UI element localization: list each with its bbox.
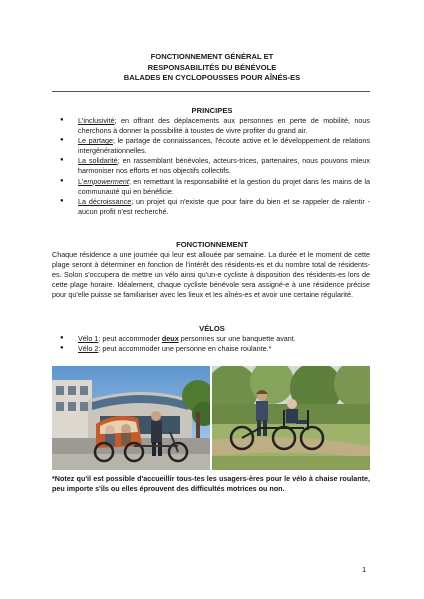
velo-text-post: personnes sur une banquette avant. — [178, 334, 296, 343]
title-line-1: FONCTIONNEMENT GÉNÉRAL ET — [150, 52, 274, 61]
header-divider — [52, 91, 370, 92]
principe-text: ; le partage de connaissances, l'écoute active et le développement de relations intergénérationnelles. — [78, 136, 370, 156]
velo-label: Vélo 1 — [78, 334, 99, 343]
principe-lead-emphasis: empowerment — [83, 176, 129, 186]
photo-velo-2-illustration — [212, 366, 370, 470]
principes-heading: PRINCIPES — [191, 106, 233, 115]
principe-text: ; en remettant la responsabilité et la gestion du projet dans les mains de la communauté qui en bénéficie. — [78, 176, 370, 196]
principe-lead: Le partage — [78, 136, 113, 146]
principe-text: ; en offrant des déplacements aux personnes en perte de mobilité, nous cherchons à donner la possibilité à toustes de vivre profiter du grand air. — [78, 116, 370, 135]
photo-velo-2 — [212, 366, 370, 470]
velos-heading: VÉLOS — [199, 324, 225, 333]
principe-item-decroissance — [52, 197, 370, 217]
principe-text: ; un projet qui n'existe que pour faire du bien et se rappeler de ralentir - aucun profit n'est recherché. — [78, 196, 370, 216]
principe-lead: L'inclusivité — [78, 116, 115, 125]
principe-text: ; en rassemblant bénévoles, acteurs-trices, partenaires, nous pouvons mieux harmoniser nos efforts et nos objectifs collectifs. — [78, 156, 370, 176]
principe-lead: La solidarité — [78, 156, 118, 166]
principe-item-solidarite — [52, 156, 370, 176]
fonctionnement-heading: FONCTIONNEMENT — [176, 240, 248, 249]
photo-velo-1 — [52, 366, 210, 470]
title-line-2: RESPONSABILITÉS DU BÉNÉVOLE — [147, 62, 277, 72]
velo-item-2 — [52, 344, 370, 354]
footnote-wheelchair: *Notez qu'il est possible d'accueillir tous-tes les usagers-ères pour le vélo à chaise roulante, peu importe s'ils ou elles éprouvent des difficultés motrices ou non. — [52, 474, 370, 493]
page-number: 1 — [362, 565, 367, 574]
fonctionnement-paragraph: Chaque résidence a une journée qui leur est allouée par semaine. La durée et le moment de cette plage seront à déterminer en fonction de l'intérêt des résidents-es et du nombre total de résidents-es. Solon s'occupera de mettre un vélo ainsi qu'un-e cycliste à disposition des résidents-es lors de cette plage horaire. Idéalement, chaque cycliste bénévole sera assigné-e à une résidence précise pour qu'elle puisse se familiariser avec les lieux et les aînés-es et avoir une certaine régularité. — [52, 250, 370, 299]
velo-text-pre: : peut accommoder une personne en chaise roulante.* — [98, 344, 272, 354]
principe-lead-wrap — [78, 177, 129, 186]
velo-text-emphasis: deux — [161, 334, 179, 343]
principe-lead: L' — [78, 176, 84, 186]
principe-item-empowerment — [52, 177, 370, 197]
title-line-3: BALADES EN CYCLOPOUSSES POUR AÎNÉS-ES — [123, 73, 301, 82]
velo-item-1 — [52, 334, 370, 344]
principe-item-partage — [52, 136, 370, 156]
velos-list — [52, 334, 370, 355]
photo-velo-1-illustration — [52, 366, 210, 470]
velo-label: Vélo 2 — [78, 344, 99, 354]
velo-text-pre: : peut accommoder — [98, 334, 162, 343]
principes-list — [52, 116, 370, 217]
principe-lead: La décroissance — [78, 196, 132, 206]
principe-item-inclusivite — [52, 116, 370, 136]
